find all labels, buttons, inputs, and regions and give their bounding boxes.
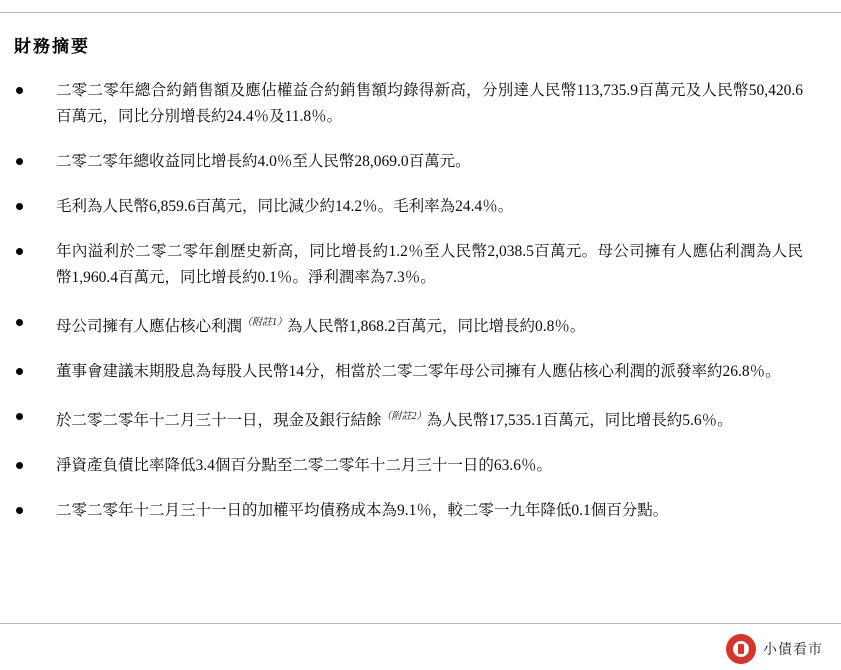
list-item (0, 453, 841, 479)
footnote-marker-1: （附註1） (242, 317, 288, 328)
list-item-text-tail: 為人民幣17,535.1百萬元，同比增長約5.6％。 (426, 412, 733, 430)
footnote-marker-2: （附註2） (381, 411, 427, 423)
bullet-icon (16, 248, 23, 255)
list-item-text: 淨資產負債比率降低3.4個百分點至二零二零年十二月三十一日的63.6％。 (56, 457, 553, 475)
list-item (0, 310, 841, 340)
list-item (0, 78, 841, 130)
bullet-icon (16, 507, 23, 514)
list-item-text: 董事會建議末期股息為每股人民幣14分，相當於二零二零年母公司擁有人應佔核心利潤的派發率約26.8％。 (56, 363, 781, 381)
list-item-text: 二零二零年總合約銷售額及應佔權益合約銷售額均錄得新高，分別達人民幣113,735.9百萬元及人民幣50,420.6百萬元，同比分別增長約24.4％及11.8％。 (56, 82, 803, 125)
bullet-icon (16, 319, 23, 326)
list-item-text: 二零二零年十二月三十一日的加權平均債務成本為9.1％，較二零一九年降低0.1個百分點。 (56, 502, 669, 520)
list-item (0, 498, 841, 524)
bullet-icon (16, 413, 23, 420)
list-item-text: 二零二零年總收益同比增長約4.0％至人民幣28,069.0百萬元。 (56, 153, 471, 170)
bullet-icon (16, 87, 23, 94)
bullet-icon (16, 203, 23, 210)
list-item (0, 149, 841, 175)
bullet-icon (16, 368, 23, 375)
top-divider (0, 12, 841, 13)
list-item-text (56, 404, 803, 434)
bottom-divider (0, 623, 841, 624)
list-item-text: 毛利為人民幣6,859.6百萬元，同比減少約14.2％。毛利率為24.4％。 (56, 198, 514, 215)
list-item-text-lead: 於二零二零年十二月三十一日，現金及銀行結餘 (56, 412, 382, 430)
watermark (726, 634, 823, 664)
list-item (0, 194, 841, 220)
watermark-logo-icon (726, 634, 756, 664)
list-item (0, 404, 841, 434)
list-item-text-lead: 母公司擁有人應佔核心利潤 (56, 318, 243, 336)
list-item (0, 359, 841, 385)
list-item-text (56, 310, 803, 340)
watermark-label: 小債看市 (763, 641, 823, 657)
list-item (0, 239, 841, 291)
financial-highlights-list (0, 78, 841, 543)
list-item-text-tail: 為人民幣1,868.2百萬元，同比增長約0.8％。 (287, 318, 586, 336)
page-title: 財務摘要 (14, 37, 90, 56)
bullet-icon (16, 158, 23, 165)
bullet-icon (16, 462, 23, 469)
list-item-text: 年內溢利於二零二零年創歷史新高，同比增長約1.2％至人民幣2,038.5百萬元。母公司擁有人應佔利潤為人民幣1,960.4百萬元，同比增長約0.1％。淨利潤率為7.3％。 (56, 243, 803, 286)
